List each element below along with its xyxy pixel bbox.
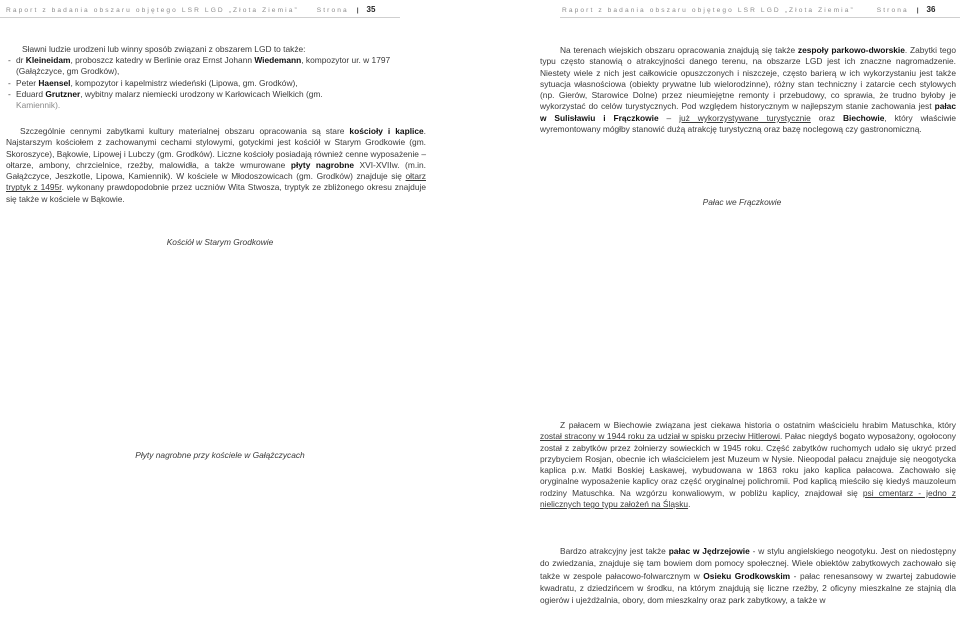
list-item: - dr Kleineidam, proboszcz katedry w Berlinie oraz Ernst Johann Wiedemann, kompozytor ur. w 1797 (Gałążczyce, gm Grodków),	[8, 55, 391, 77]
biechow-paragraph: Z pałacem w Biechowie związana jest ciekawa historia o ostatnim właścicielu hrabim Matuschka, który został stracony w 1944 roku za udział w spisku przeciw Hitlerowi. Pałac niegdyś bogato wyposażony, ogołocony został z zabytków przez żołnierzy sowieckich w 1945 roku. Część zabytków ruchomych udało się ukryć przed przybyciem Rosjan, obecnie ich właścicielem jest Muzeum w Nysie. Nieopodal pałacu znajduje się neogotycka kaplica p.w. Matki Boskiej Łaskawej, wybudowana w 1863 roku jako kaplica pałacowa. Zachowało się oryginalne wyposażenie kaplicy oraz część oryginalnej polichromii. Pod kaplicą mieściło się kiedyś mauzoleum rodziny Matuschka. Na wzgórzu konwaliowym, w pobliżu kaplicy, znajdował się psi cmentarz - jedno z nielicznych tego typu założeń na Śląsku.	[540, 420, 956, 510]
photo-caption: Pałac we Frączkowie	[702, 197, 782, 207]
page-number: 35	[366, 5, 376, 14]
page-header-left	[6, 5, 375, 14]
notable-people-list	[8, 55, 426, 111]
right-page	[482, 0, 960, 637]
header-title: Raport z badania obszaru objętego LSR LGD „Złota Ziemia”	[562, 7, 855, 14]
header-strona: Strona	[316, 7, 349, 14]
header-strona: Strona	[876, 7, 909, 14]
intro-text: Sławni ludzie urodzeni lub winny sposób związani z obszarem LGD to także:	[22, 44, 306, 54]
monuments-paragraph: Szczególnie cennymi zabytkami kultury materialnej obszaru opracowania są stare kościoły i kaplice. Najstarszym kościołem z zachowanymi cechami stylowymi, gotyckimi jest kościół w Starym Grodkowie (gm. Skoroszyce), Bąkowie, Lipowej i Lubczy (gm. Grodków). Liczne kościoły posiadają również cenne wyposażenie – ołtarze, ambony, chrzcielnice, rzeźby, malowidła, a także wmurowane płyty nagrobne XVI-XVIIw. (m.in. Gałążczyce, Jeszkotle, Lipowa, Kamiennik). W kościele w Młodoszowicach (gm. Grodków) znajduje się ołtarz tryptyk z 1495r. wykonany prawdopodobnie przez uczniów Wita Stwosza, tryptyk ze zbliżonego okresu znajduje się także w kościele w Bąkowie.	[6, 126, 427, 204]
photo-caption: Kościół w Starym Grodkowie	[166, 237, 274, 247]
photo-caption: Płyty nagrobne przy kościele w Gałążczycach	[135, 450, 305, 460]
manor-paragraph: Na terenach wiejskich obszaru opracowania znajdują się także zespoły parkowo-dworskie. Zabytki tego typu często stanowią o atrakcyjności danego terenu, na obszarze LGD jest ich znaczne nagromadzenie. Niestety wiele z nich jest całkowicie opuszczonych i niszczeje, często barierą w ich wykorzystaniu jest także sytuacja własnościowa (obiekty prywatne lub wielorodzinne), różny stan techniczny i zatarcie cech stylowych (np. Gierów, Starowice Dolne) przez nieumiejętne remonty i przebudowy, co sprawia, że trudno byłoby je wykorzystać do celów turystycznych. Pod względem historycznym w najlepszym stanie zachowania jest pałac w Sulisławiu i Frączkowie – już wykorzystywane turystycznie oraz Biechowie, który właściwie wyremontowany mógłby stanowić dużą atrakcję turystyczną oraz bazę noclegową czy gastronomiczną.	[540, 45, 957, 135]
header-rule	[560, 17, 960, 18]
header-title: Raport z badania obszaru objętego LSR LGD „Złota Ziemia”	[6, 7, 299, 14]
page-number: 36	[926, 5, 936, 14]
page-header-right	[562, 5, 935, 14]
jedrzejow-paragraph: Bardzo atrakcyjny jest także pałac w Jędrzejowie - w stylu angielskiego neogotyku. Jest on niedostępny do zwiedzania, znajduje się tam bowiem dom pomocy społecznej. Wiele obiektów zabytkowych zachowało się także w zespole pałacowo-folwarcznym w Osieku Grodkowskim - pałac renesansowy w zwartej zabudowie kwadratu, z dziedzińcem w środku, na którym znajdują się liczne rzeźby, 2 oficyny mieszkalne ze stajnią dla ogierów i ujeżdżalnia, obory, dom mieszkalny oraz park zabytkowy, a także w	[540, 546, 957, 606]
header-separator: |	[356, 7, 359, 14]
header-rule	[0, 17, 400, 18]
header-separator: |	[916, 7, 919, 14]
list-item: - Peter Haensel, kompozytor i kapelmistrz wiedeński (Lipowa, gm. Grodków),	[8, 77, 298, 88]
list-item: - Eduard Grutzner, wybitny malarz niemiecki urodzony w Karłowicach Wielkich (gm. Kamiennik).	[8, 88, 323, 111]
